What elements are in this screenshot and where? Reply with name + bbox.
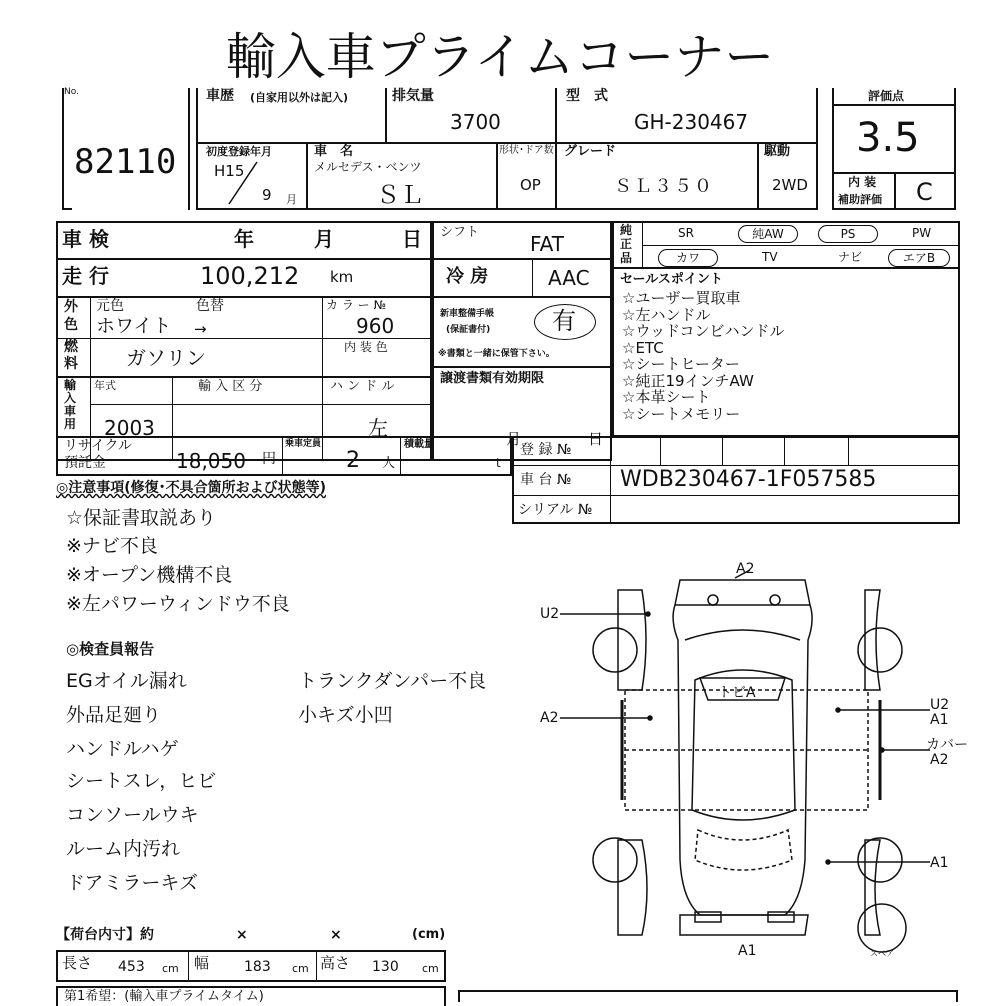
- header-vline-2: [555, 88, 557, 210]
- reg-hline-2: [512, 495, 960, 496]
- drive-label: 駆動: [764, 144, 791, 159]
- mileage-label: 走 行: [62, 264, 109, 288]
- diagram-label-bottom: A1: [738, 943, 757, 959]
- score-line-4: [894, 172, 896, 210]
- model-year-label: 年式: [94, 379, 116, 392]
- comment-box-top: [458, 990, 958, 1002]
- caution-item: ☆保証書取説あり: [66, 507, 217, 529]
- reg-cell-1: [660, 436, 661, 465]
- report-item: ドアミラーキズ: [66, 872, 199, 894]
- capacity-unit: 人: [382, 456, 396, 471]
- reg-month-unit: 月: [286, 193, 297, 206]
- model-label: 型 式: [566, 88, 608, 104]
- diagram-label-a2-left: A2: [540, 710, 559, 726]
- cargo-height: 130: [372, 959, 399, 975]
- displacement-label: 排気量: [392, 88, 434, 104]
- handle-label: ハ ン ド ル: [330, 379, 395, 394]
- repaint-arrow: →: [194, 320, 207, 338]
- manual-label-1: 新車整備手帳: [440, 309, 495, 319]
- era-year: H15: [214, 162, 245, 180]
- shift-label: シフト: [440, 225, 480, 240]
- fuel-label-2: 料: [64, 356, 78, 372]
- mt-vline-1: [532, 258, 533, 296]
- history-sub: (自家用以外は記入): [250, 91, 349, 104]
- sales-point: ☆純正19インチAW: [622, 371, 754, 390]
- fuel-value: ガソリン: [126, 346, 206, 370]
- reg-cell-3: [784, 436, 785, 465]
- shift-value: FAT: [530, 232, 565, 256]
- header-bottom-line: [196, 208, 816, 210]
- option-pw: PW: [912, 226, 932, 240]
- option-ps: PS: [818, 225, 878, 243]
- lt-line-5: [90, 404, 432, 405]
- lt-line-4: [56, 376, 432, 378]
- date-slash: [225, 160, 265, 206]
- caution-item: ※ナビ不良: [66, 535, 158, 557]
- sales-point: ☆ユーザー買取車: [622, 289, 741, 307]
- report-item: シートスレ，ヒビ: [66, 770, 217, 792]
- car-name: ＳＬ: [376, 181, 424, 209]
- mt-line-1: [432, 258, 612, 260]
- capacity-value: 2: [346, 448, 360, 473]
- rc-vline-1: [282, 436, 283, 476]
- manual-label-2: (保証書付): [446, 325, 491, 335]
- shaken-day: 日: [402, 227, 422, 251]
- sales-point: ☆ETC: [622, 338, 664, 357]
- import-label: 輸入車用: [64, 378, 77, 431]
- recycle-amount: 18,050: [176, 449, 246, 473]
- header-vline-6: [757, 142, 759, 210]
- model-value: GH-230467: [634, 110, 749, 134]
- mt-line-2: [432, 296, 612, 298]
- recycle-unit: 円: [262, 451, 276, 467]
- cargo-footer-text: 第1希望：(輸入車プライムタイム): [64, 989, 264, 1004]
- option-navi: ナビ: [838, 250, 863, 264]
- diagram-label-a1-right: A1: [930, 712, 949, 728]
- first-reg-label: 初度登録年月: [206, 145, 272, 158]
- outer-color-label-2: 色: [64, 317, 78, 333]
- diagram-label-u2-right: U2: [930, 697, 950, 713]
- caution-heading: ◎注意事項(修復･不具合箇所および状態等): [56, 480, 327, 496]
- repaint-label: 色替: [196, 298, 224, 314]
- caution-item: ※オープン機構不良: [66, 564, 233, 586]
- reg-no-label: 登 録 №: [520, 442, 572, 458]
- options-label-1: 純: [620, 223, 633, 237]
- serial-label: シリアル №: [518, 502, 593, 518]
- lot-divider-2: [196, 88, 198, 210]
- manual-value: 有: [552, 307, 576, 335]
- option-sr: SR: [678, 226, 694, 240]
- reg-cell-4: [848, 436, 849, 465]
- shaken-month: 月: [314, 227, 334, 251]
- load-label: 積載量: [404, 439, 434, 450]
- model-year-value: 2003: [104, 416, 155, 440]
- diagram-label-cover: カバー: [926, 737, 968, 753]
- diagram-label-u2-left: U2: [540, 606, 560, 622]
- mt-line-3: [432, 366, 612, 368]
- option-tv: TV: [762, 250, 778, 264]
- report-item: コンソールウキ: [66, 804, 199, 826]
- header-vline-1: [385, 88, 387, 142]
- cargo-x2: ×: [330, 927, 342, 943]
- cargo-width-label: 幅: [194, 954, 210, 972]
- cargo-unit: (cm): [412, 927, 446, 942]
- report-item: 小キズ小凹: [298, 704, 393, 726]
- page-title: 輸入車プライムコーナー: [225, 28, 775, 86]
- report-item: EGオイル漏れ: [66, 670, 187, 692]
- interior-color-label: 内 装 色: [344, 340, 388, 354]
- interior-score: C: [916, 178, 933, 206]
- docs-month: 月: [506, 430, 522, 448]
- manual-note: ※書類と一緒に保管下さい。: [438, 349, 555, 359]
- cargo-height-label: 高さ: [320, 954, 351, 972]
- grade-value: ＳＬ３５０: [614, 176, 714, 197]
- sales-points-list: [622, 290, 785, 422]
- rc-vline-2: [400, 436, 401, 476]
- header-vline-3: [816, 88, 818, 210]
- cargo-heading: 【荷台内寸】約: [56, 927, 154, 943]
- header-row-line: [196, 142, 816, 144]
- diagram-label-roof: トビA: [718, 685, 756, 701]
- reg-vline: [610, 436, 611, 524]
- recycle-label-2: 預託金: [64, 455, 106, 471]
- option-leather: カワ: [658, 249, 718, 267]
- diagram-label-a1-rear: A1: [930, 855, 949, 871]
- doors-value: OP: [520, 176, 541, 194]
- score-label: 評価点: [868, 89, 905, 103]
- orig-color-label: 元色: [96, 298, 124, 314]
- sales-point: ☆シートヒーター: [622, 355, 740, 373]
- lt-vline-3: [322, 296, 323, 376]
- docs-label: 譲渡書類有効期限: [440, 371, 545, 386]
- grade-label: グレード: [564, 144, 617, 159]
- sales-point: ☆本革シート: [622, 388, 711, 406]
- header-vline-4: [306, 142, 308, 210]
- cargo-vline-2: [316, 950, 317, 982]
- cargo-height-cm: cm: [422, 962, 439, 975]
- diagram-label-spare: スペア: [870, 949, 894, 958]
- displacement-value: 3700: [450, 110, 501, 134]
- history-label: 車歴: [206, 88, 234, 104]
- interior-label-2: 補助評価: [838, 193, 882, 206]
- reg-hline-1: [512, 465, 960, 466]
- lt-line-1: [56, 258, 432, 260]
- lot-divider: [188, 88, 190, 210]
- doors-label: 形状･ドア数: [499, 145, 554, 156]
- score-value: 3.5: [856, 115, 920, 161]
- shaken-year: 年: [234, 227, 254, 251]
- handle-value: 左: [368, 416, 388, 440]
- reg-cell-2: [722, 436, 723, 465]
- fuel-label-1: 燃: [64, 339, 78, 355]
- capacity-label: 乗車定員: [285, 439, 322, 449]
- opt-hline: [642, 245, 960, 246]
- reg-month: 9: [262, 186, 272, 204]
- cargo-length-cm: cm: [162, 962, 179, 975]
- lt-line-3: [56, 338, 432, 339]
- option-genuine-aw: 純AW: [738, 225, 798, 243]
- sales-label: セールスポイント: [620, 272, 723, 287]
- cargo-width-cm: cm: [292, 962, 309, 975]
- cargo-vline-1: [188, 950, 189, 982]
- lot-bracket-bottom: [62, 208, 72, 210]
- score-box-right: [954, 88, 956, 210]
- drive-value: 2WD: [772, 176, 808, 194]
- sales-point: ☆左ハンドル: [622, 305, 711, 324]
- report-item: トランクダンパー不良: [298, 670, 487, 692]
- diagram-label-a2-right: A2: [930, 752, 949, 768]
- docs-day: 日: [588, 430, 604, 448]
- cargo-length-label: 長さ: [62, 954, 93, 972]
- score-line-1: [832, 104, 956, 106]
- color-no-label: カ ラ ー №: [326, 298, 386, 312]
- color-no-value: 960: [356, 314, 395, 338]
- option-airbag: エアB: [888, 249, 950, 267]
- import-type-label: 輸 入 区 分: [198, 379, 263, 394]
- lot-number: 82110: [74, 142, 177, 182]
- aircon-label: 冷 房: [446, 266, 489, 287]
- cargo-x1: ×: [236, 927, 248, 943]
- header-vline-5: [496, 142, 498, 210]
- middle-info-table: [432, 221, 612, 461]
- shaken-label: 車 検: [62, 227, 109, 251]
- interior-label-1: 内 装: [848, 175, 877, 189]
- sales-point: ☆ウッドコンビハンドル: [622, 322, 785, 340]
- diagram-label-top: A2: [736, 561, 755, 577]
- sales-point: ☆シートメモリー: [622, 404, 741, 423]
- chassis-label: 車 台 №: [520, 472, 572, 488]
- orig-color-value: ホワイト: [96, 315, 172, 337]
- outer-color-label-1: 外: [64, 299, 78, 315]
- lt-vline-1: [90, 296, 91, 376]
- cargo-width: 183: [244, 959, 271, 975]
- recycle-label-1: リサイクル: [64, 438, 133, 454]
- options-label-2: 正: [620, 237, 633, 251]
- score-box-left: [832, 88, 834, 210]
- aircon-value: AAC: [548, 266, 590, 290]
- maker-name: メルセデス・ベンツ: [314, 160, 422, 174]
- inspector-heading: ◎検査員報告: [66, 640, 155, 658]
- car-damage-diagram: [530, 560, 970, 960]
- report-item: ハンドルハゲ: [66, 738, 179, 760]
- mileage-value: 100,212: [200, 262, 300, 290]
- carname-label: 車 名: [314, 144, 354, 159]
- chassis-value: WDB230467-1F057585: [620, 467, 877, 492]
- caution-item: ※左パワーウィンドウ不良: [66, 593, 290, 615]
- report-item: 外品足廻り: [66, 704, 162, 726]
- options-label-3: 品: [620, 251, 633, 265]
- lot-bracket-left: [62, 88, 64, 210]
- report-item: ルーム内汚れ: [66, 838, 181, 860]
- cargo-length: 453: [118, 959, 145, 975]
- mileage-unit: km: [330, 268, 354, 286]
- no-label: No.: [64, 87, 79, 97]
- load-unit: t: [496, 456, 501, 470]
